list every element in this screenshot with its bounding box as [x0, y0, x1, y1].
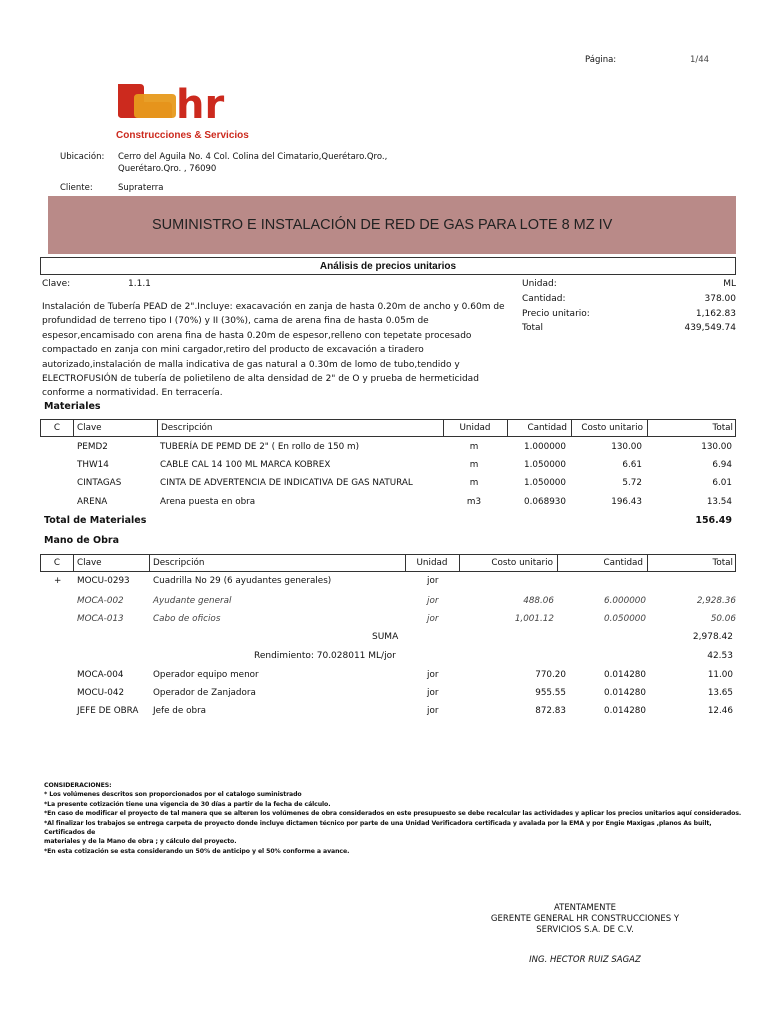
location-line2: Querétaro.Qro. , 76090 — [118, 164, 217, 174]
consideration-line: * Los volúmenes descritos son proporcionados por el catalogo suministrado — [44, 791, 302, 799]
analysis-heading: Análisis de precios unitarios — [40, 257, 736, 275]
location-line1: Cerro del Aguila No. 4 Col. Colina del Cimatario,Querétaro.Qro., — [118, 152, 388, 162]
concept-description — [42, 300, 520, 401]
yield-label: Rendimiento: 70.028011 ML/jor — [254, 651, 396, 661]
page-label: Página: — [585, 55, 617, 65]
logo-text: hr — [176, 82, 225, 128]
labor-heading: Mano de Obra — [44, 535, 119, 546]
unit-value: ML — [723, 279, 736, 289]
col-key: Clave — [77, 558, 102, 568]
col-description: Descripción — [161, 423, 213, 433]
description-line: Instalación de Tubería PEAD de 2".Incluye: exacavación en zanja de hasta 0.20m de ancho y 0.60m de — [42, 302, 505, 312]
signature-block — [470, 903, 700, 936]
description-line: compactado en zanja con mini cargador,retiro del producto de excavación a tiradero — [42, 345, 424, 356]
qty-label: Cantidad: — [522, 294, 566, 304]
description-line: ELECTROFUSIÓN de tubería de polietileno de alta densidad de 2" de O y prueba de hermeticidad — [42, 374, 479, 385]
considerations — [44, 781, 744, 856]
project-title: SUMINISTRO E INSTALACIÓN DE RED DE GAS PARA LOTE 8 MZ IV — [152, 217, 613, 233]
col-total: Total — [712, 558, 733, 568]
price-label: Precio unitario: — [522, 309, 590, 319]
materials-total-value: 156.49 — [695, 515, 732, 526]
consideration-line: *Al finalizar los trabajos se entrega carpeta de proyecto donde incluye dictamen técnico por parte de una Unidad Verificadora certificada y avalada por la EMA y por Engie Maxigas ,planos As built, Certificados de — [44, 819, 712, 837]
description-line: conforme a normatividad. En terracería. — [42, 388, 223, 399]
col-description: Descripción — [153, 558, 205, 568]
total-value: 439,549.74 — [684, 323, 736, 333]
col-unit-cost: Costo unitario — [491, 558, 553, 568]
price-value: 1,162.83 — [695, 309, 736, 319]
materials-total-label: Total de Materiales — [44, 515, 147, 526]
consideration-line: materiales y de la Mano de obra ; y cálculo del proyecto. — [44, 838, 237, 846]
page-number: 1/44 — [690, 55, 710, 65]
col-unit: Unidad — [459, 423, 491, 433]
signature-line3: SERVICIOS S.A. DE C.V. — [536, 925, 634, 935]
consideration-line: CONSIDERACIONES: — [44, 782, 112, 789]
yield-value: 42.53 — [707, 651, 733, 661]
col-unit-cost: Costo unitario — [581, 423, 643, 433]
sum-value: 2,978.42 — [692, 632, 733, 642]
company-tagline: Construcciones & Servicios — [116, 130, 249, 141]
key-value: 1.1.1 — [128, 279, 151, 289]
consideration-line: *La presente cotización tiene una vigencia de 30 días a partir de la fecha de cálculo. — [44, 800, 331, 808]
location-label: Ubicación: — [60, 152, 105, 162]
description-line: autorizado,instalación de malla indicativa de gas natural a 0.30m de lomo de tubo,tendido y — [42, 359, 460, 370]
qty-value: 378.00 — [704, 294, 736, 304]
materials-table-header — [40, 419, 736, 437]
key-label: Clave: — [42, 279, 71, 289]
company-logo — [116, 80, 266, 144]
consideration-line: *En esta cotización se esta considerando un 50% de anticipo y el 50% conforme a avance. — [44, 847, 350, 855]
description-line: profundidad de terreno tipo I (70%) y II (30%), cama de arena fina de hasta 0.05m de — [42, 316, 429, 327]
signature-line2: GERENTE GENERAL HR CONSTRUCCIONES Y — [490, 914, 680, 924]
client-label: Cliente: — [60, 183, 93, 193]
col-key: Clave — [77, 423, 102, 433]
client-value: Supraterra — [118, 183, 164, 193]
col-quantity: Cantidad — [603, 558, 643, 568]
title-band — [48, 196, 736, 254]
signature-line1: ATENTAMENTE — [553, 903, 617, 913]
col-unit: Unidad — [416, 558, 448, 568]
total-label: Total — [522, 323, 544, 333]
sum-label: SUMA — [372, 632, 399, 642]
materials-heading: Materiales — [44, 401, 101, 412]
description-line: espesor,encamisado con arena fina de hasta 0.20m de espesor,relleno con tepetate procesado — [42, 330, 472, 341]
col-c: C — [53, 558, 61, 568]
labor-table-header — [40, 554, 736, 572]
consideration-line: *En caso de modificar el proyecto de tal manera que se alteren los volúmenes de obra considerados en este presupuesto se debe recalcular las actividades y aplicar los precios unitarios aquí considerados. — [44, 810, 742, 818]
col-quantity: Cantidad — [527, 423, 567, 433]
col-c: C — [53, 423, 61, 433]
signer-name: ING. HECTOR RUIZ SAGAZ — [529, 955, 641, 965]
unit-label: Unidad: — [522, 279, 557, 289]
col-total: Total — [712, 423, 733, 433]
